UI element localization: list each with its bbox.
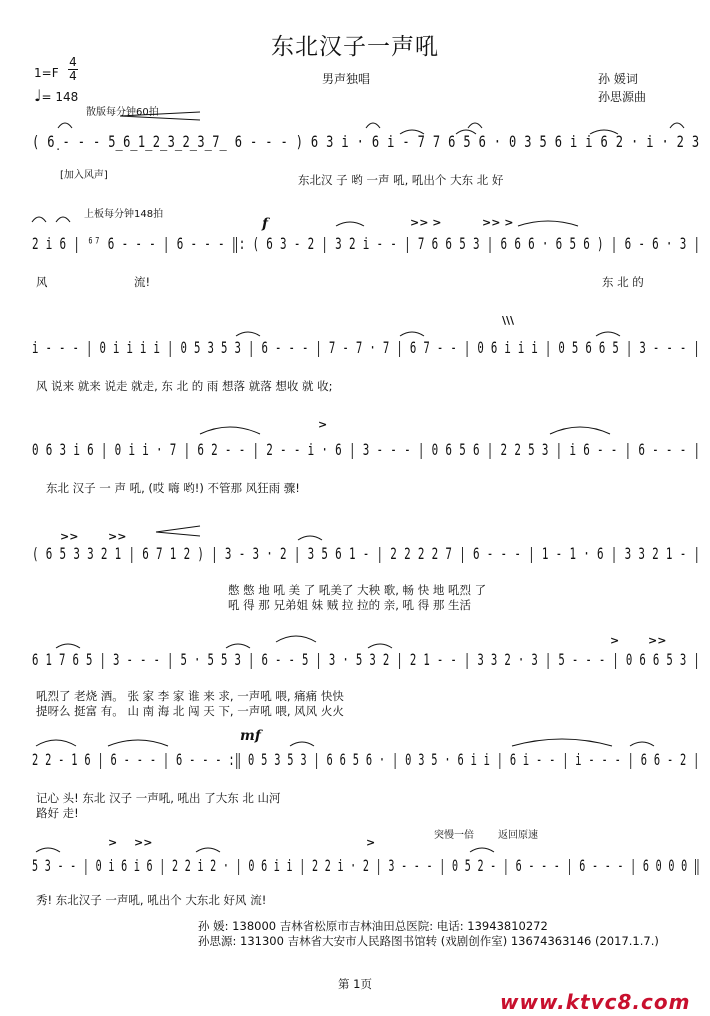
fermata-icon <box>468 123 482 128</box>
stave-line-6: 6 1 7 6 5 | 3 - - - | 5 · 5 5 3 | 6 - - 5 | 3 · 5 3 2 | 2 1 - - | 3 3 2 · 3 | 5 - - - | 0 6 6 5 3 | <box>32 650 701 669</box>
lyric-line-6b: 提呀么 挺富 有。 山 南 海 北 闯 天 下, 一声吼 喂, 风风 火火 <box>36 704 344 718</box>
lyricist: 孙 媛词 <box>598 72 638 86</box>
stave-line-7: 2 2 - 1 6 | 6 - - - | 6 - - - :‖ 0 5 3 5 3 | 6 6 5 6 · | 0 3 5 · 6 i i | 6 i - - | i - - - | 6 6 - 2 | <box>32 750 700 769</box>
fermata-icon <box>670 123 684 128</box>
accent-icon: > <box>108 836 118 849</box>
composer: 孙思源曲 <box>598 90 647 104</box>
accent-icon: >> > <box>482 216 514 229</box>
mezzo-forte-mark: mf <box>240 728 261 744</box>
lyric-line-2-right: 东 北 的 <box>602 275 644 289</box>
accent-icon: > <box>366 836 376 849</box>
accent-icon: > <box>610 634 620 647</box>
accent-icon: >> <box>134 836 153 849</box>
fermata-icon <box>366 123 380 128</box>
accent-icon: >> > <box>410 216 442 229</box>
accent-icon: \\\ <box>502 314 515 327</box>
stave-line-8: 5 3 - - | 0 i 6 i 6 | 2 2 i 2 · | 0 6 i i | 2 2 i · 2 | 3 - - - | 0 5 2 - | 6 - - - | 6 - - - | 6 0 0 0 ‖ <box>32 856 701 875</box>
add-wind-note: [加入风声] <box>60 170 108 181</box>
fermata-icon <box>56 217 70 222</box>
lyric-line-8: 秀! 东北汉子 一声吼, 吼出个 大东北 好风 流! <box>36 893 267 907</box>
accent-icon: > <box>318 418 328 431</box>
fermata-icon <box>58 123 72 128</box>
stave-line-4: 0 6 3 i 6 | 0 i i · 7 | 6 2 - - | 2 - - i · 6 | 3 - - - | 0 6 5 6 | 2 2 5 3 | i 6 - - | 6 - - - | <box>32 440 701 459</box>
accent-icon: >> <box>60 530 79 543</box>
stave-line-3: i - - - | 0 i i i i | 0 5 3 5 3 | 6 - - - | 7 - 7 · 7 | 6 7 - - | 0 6 i i i | 0 5 6 6 5 | 3 - - - | <box>32 338 701 357</box>
contact-lyricist: 孙 媛: 138000 吉林省松原市吉林油田总医院: 电话: 13943810272 <box>198 919 548 933</box>
slow-down-note: 突慢一倍 <box>434 830 474 841</box>
key-signature: 1=F <box>34 66 59 80</box>
accent-icon: >> <box>108 530 127 543</box>
lyric-line-2-left: 风 <box>36 275 48 289</box>
watermark-link[interactable]: www.ktvc8.com <box>500 990 691 1014</box>
contact-composer: 孙思源: 131300 吉林省大安市人民路图书馆转 (戏剧创作室) 13674363146 (2017.1.7.) <box>198 934 659 948</box>
lyric-line-5a: 憋 憋 地 吼 美 了 吼美了 大秧 歌, 畅 快 地 吼烈 了 <box>228 583 487 597</box>
stave-line-2: 2 i 6 | ⁶⁷ 6 - - - | 6 - - - ‖: ( 6 3 - 2 | 3 2 i - - | 7 6 6 5 3 | 6 6 6 · 6 5 6 ) | 6 - 6 · 3 | <box>32 234 701 253</box>
lyric-line-4: 东北 汉子 一 声 吼, (哎 嗨 哟!) 不管那 风狂雨 骤! <box>46 481 300 495</box>
accent-icon: >> <box>648 634 667 647</box>
forte-mark: f <box>262 216 269 232</box>
lyric-line-3: 风 说来 就来 说走 就走, 东 北 的 雨 想落 就落 想收 就 收; <box>36 379 333 393</box>
lyric-line-7a: 记心 头! 东北 汉子 一声吼, 吼出 了大东 北 山河 <box>36 791 281 805</box>
performance-type: 男声独唱 <box>322 72 371 86</box>
lyric-line-7b: 路好 走! <box>36 806 79 820</box>
fermata-icon <box>32 217 46 222</box>
upbeat-tempo-note: 上板每分钟148拍 <box>84 209 164 220</box>
stave-line-5: ( 6 5 3 3 2 1 | 6 7 1 2 ) | 3 - 3 · 2 | 3 5 6 1 - | 2 2 2 2 7 | 6 - - - | 1 - 1 · 6 | 3 3 2 1 - | <box>32 544 701 563</box>
return-tempo-note: 返回原速 <box>498 830 538 841</box>
lyric-line-5b: 吼 得 那 兄弟姐 妹 贼 拉 拉的 亲, 吼 得 那 生活 <box>228 598 472 612</box>
time-bottom: 4 <box>69 69 77 83</box>
time-top: 4 <box>69 55 77 69</box>
stave-line-1: ( 6̣ - - - 5̲6̲1̲2̲3̲2̲3̲7̲ 6 - - - ) 6 3 i · 6 i - 7 7 6 5 6 · 0 3 5 6 i i 6 2 · i · 2 3 <box>32 132 700 151</box>
tempo-value: = 148 <box>41 90 79 104</box>
page-number: 第 1页 <box>338 977 372 991</box>
lyric-line-2-mid: 流! <box>134 275 151 289</box>
lyric-line-6a: 吼烈了 老烧 酒。 张 家 李 家 谁 来 求, 一声吼 喂, 痛痛 快快 <box>36 689 344 703</box>
page-title: 东北汉子一声吼 <box>271 34 439 60</box>
quarter-note-icon: ♩ <box>34 86 42 105</box>
free-tempo-note: 散版每分钟60拍 <box>86 107 159 118</box>
lyric-line-1: 东北汉 子 哟 一声 吼, 吼出个 大东 北 好 <box>298 173 504 187</box>
